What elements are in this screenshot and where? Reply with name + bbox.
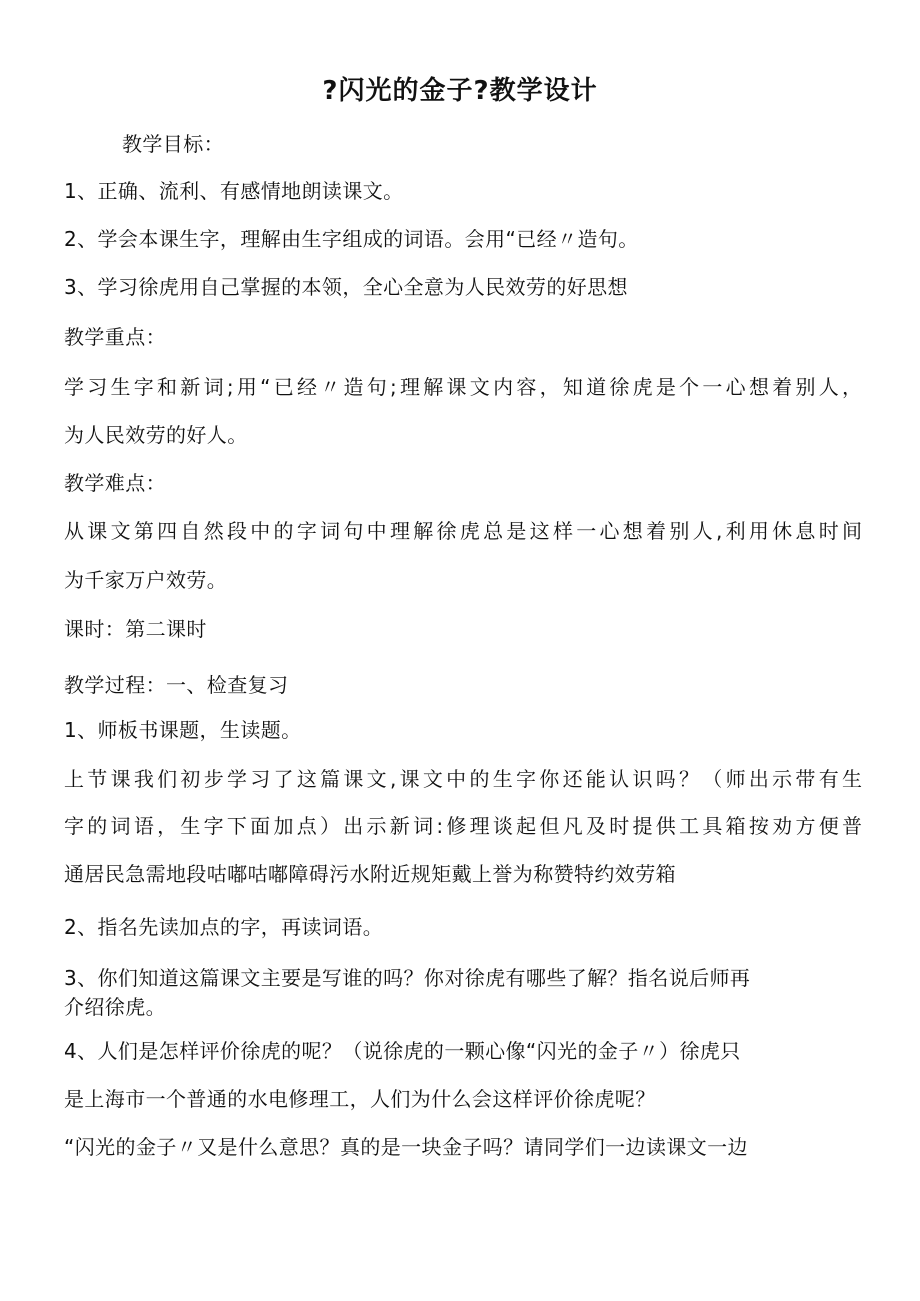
process-review-line-1: 上节课我们初步学习了这篇课文,课文中的生字你还能认识吗？（师出示带有生 — [64, 767, 862, 791]
process-step-1: 1、师板书课题，生读题。 — [64, 718, 302, 742]
section-heading-objectives: 教学目标： — [122, 132, 224, 156]
difficulties-line-1: 从课文第四自然段中的字词句中理解徐虎总是这样一心想着别人,利用休息时间 — [64, 519, 862, 543]
section-heading-difficulties: 教学难点： — [64, 471, 166, 495]
document-title: ?闪光的金子?教学设计 — [322, 76, 598, 106]
objective-1: 1、正确、流利、有感情地朗读课文。 — [64, 179, 404, 203]
key-points-line-2: 为人民效劳的好人。 — [64, 423, 248, 447]
section-heading-process: 教学过程：一、检查复习 — [64, 673, 289, 697]
section-heading-key-points: 教学重点： — [64, 325, 166, 349]
objective-3: 3、学习徐虎用自己掌握的本领，全心全意为人民效劳的好思想 — [64, 275, 628, 299]
difficulties-line-2: 为千家万户效劳。 — [64, 568, 228, 592]
process-step-3-line-1: 3、你们知道这篇课文主要是写谁的吗？你对徐虎有哪些了解？指名说后师再 — [64, 966, 751, 990]
process-step-2: 2、指名先读加点的字，再读词语。 — [64, 915, 384, 939]
process-step-3-line-2: 介绍徐虎。 — [64, 995, 166, 1019]
process-step-4-line-2: 是上海市一个普通的水电修理工，人们为什么会这样评价徐虎呢？ — [64, 1087, 656, 1111]
process-review-line-2: 字的词语，生字下面加点）出示新词:修理谈起但凡及时提供工具箱按劝方便普 — [64, 814, 862, 838]
process-step-4-line-3: “闪光的金子〃又是什么意思？真的是一块金子吗？请同学们一边读课文一边 — [64, 1135, 748, 1159]
process-review-line-3: 通居民急需地段咕嘟咕嘟障碍污水附近规矩戴上誉为称赞特约效劳箱 — [64, 862, 676, 886]
objective-2: 2、学会本课生字，理解由生字组成的词语。会用“已经〃造句。 — [64, 227, 639, 251]
key-points-line-1: 学习生字和新词;用“已经〃造句;理解课文内容，知道徐虎是个一心想着别人， — [64, 375, 862, 399]
process-step-4-line-1: 4、人们是怎样评价徐虎的呢？（说徐虎的一颗心像“闪光的金子〃）徐虎只 — [64, 1039, 741, 1063]
class-period: 课时：第二课时 — [64, 617, 207, 641]
